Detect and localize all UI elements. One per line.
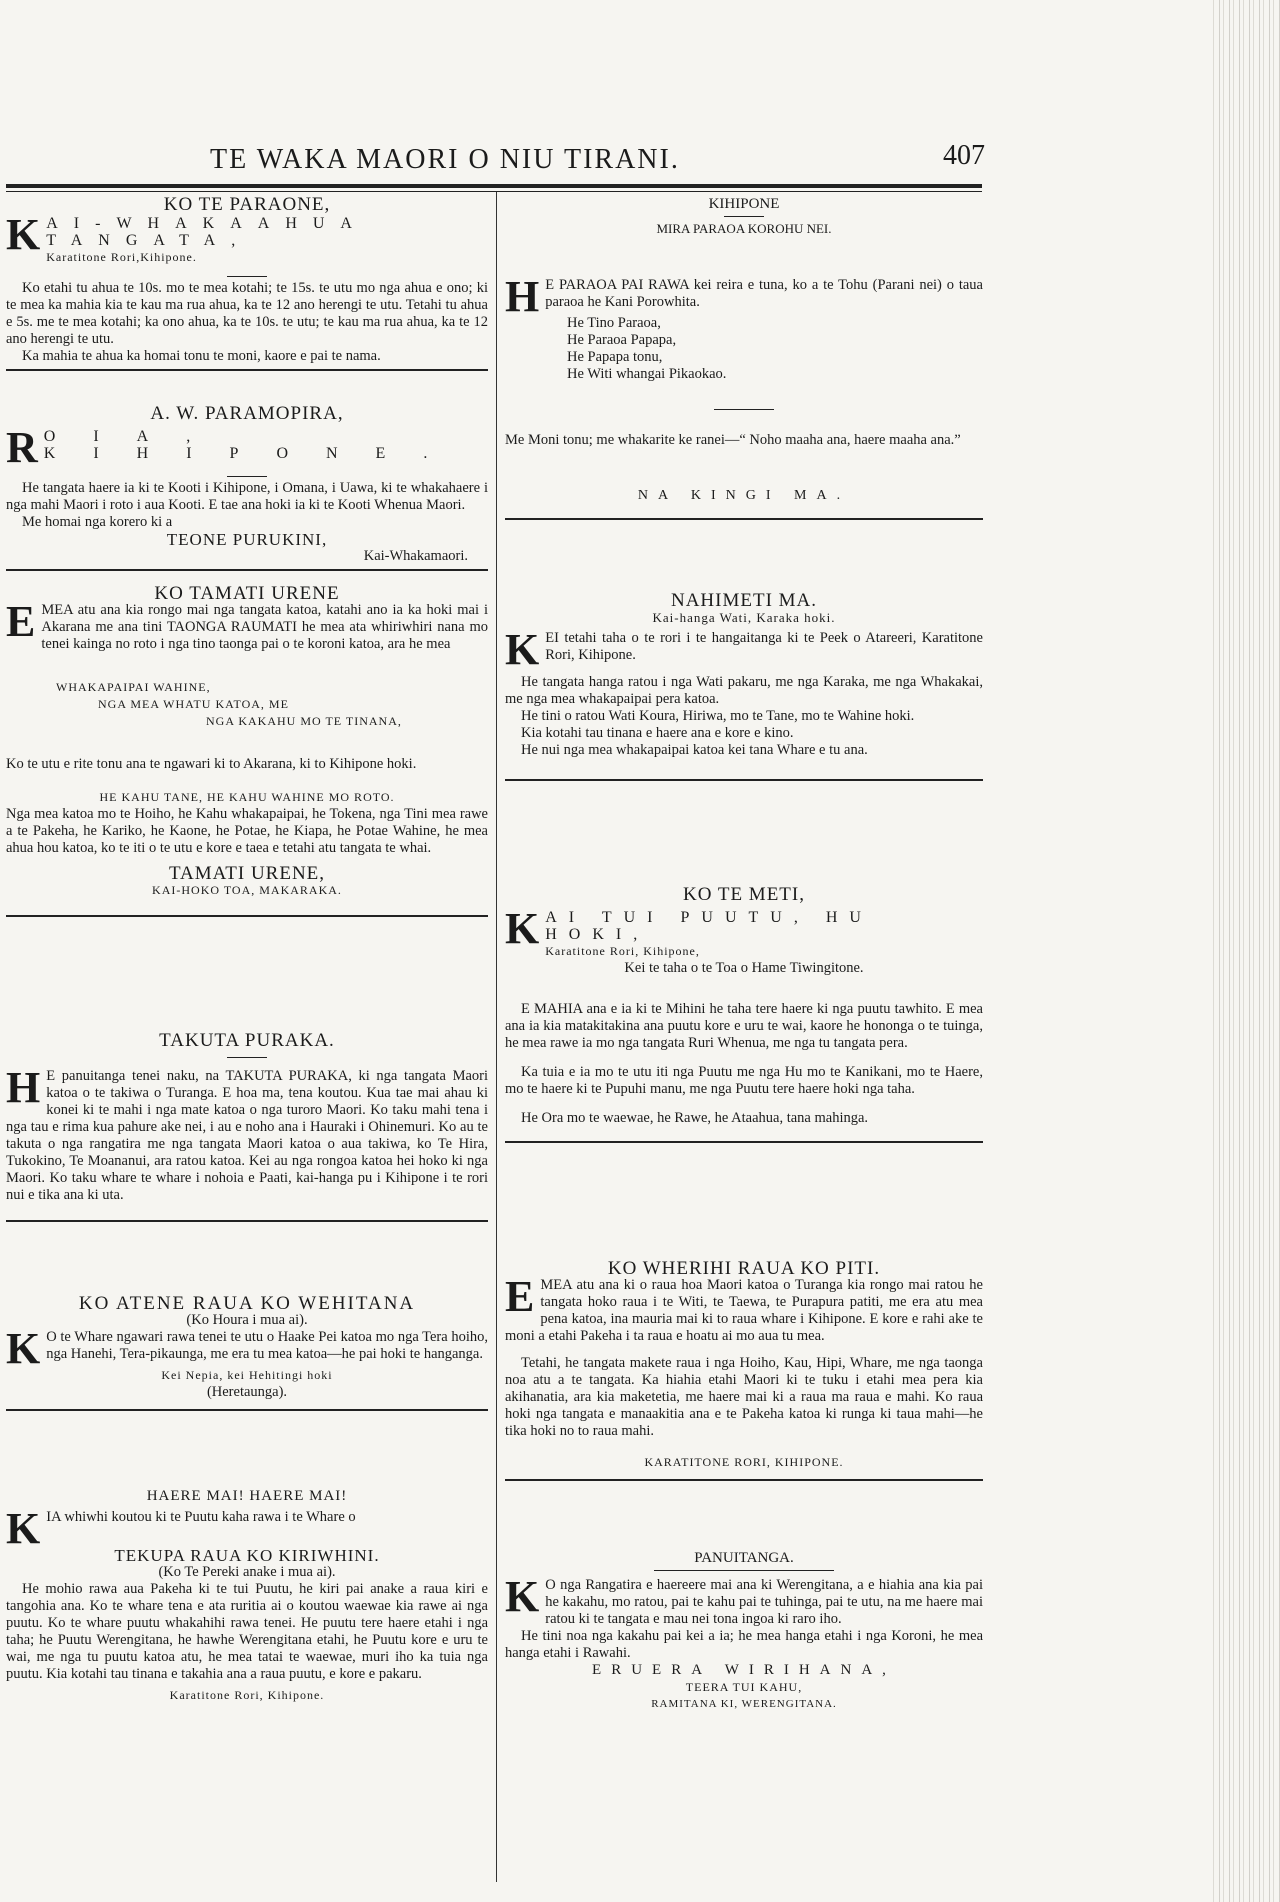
ad-signature: KARATITONE RORI, KIHIPONE. bbox=[644, 1455, 844, 1469]
product-item: He Paraoa Papapa, bbox=[567, 332, 677, 348]
ad-role: KAI-HOKO TOA, MAKARAKA. bbox=[152, 883, 342, 897]
drop-cap: H bbox=[505, 272, 540, 321]
ad-address: Karatitone Rori, Kihipone, bbox=[545, 944, 700, 958]
ad-werihi bbox=[505, 1260, 983, 1485]
ad-name: ERUERA WIRIHANA, bbox=[592, 1662, 896, 1678]
ad-heading: KIHIPONE bbox=[708, 196, 780, 212]
ad-body: Ka mahia te ahua ka homai tonu te moni, kaore e pai te nama. bbox=[22, 348, 381, 364]
ad-location: (Heretaunga). bbox=[206, 1384, 288, 1400]
ad-mira bbox=[505, 196, 983, 524]
ad-body: He mohio rawa aua Pakeha ki te tui Puutu, he kiri pai anake a raua kiri e tangohia ana. Ko te whare tena e ata ruritia ai o koutou waewae kia rawe ai nga puutu. Ko te whare puutu whakahihi rawa tenei. He puutu tere haere etahi i nga taha; he Puutu Werengitana, he hawhe Werengitana etahi, he Puutu kore e uru te wai, me nga tu puutu katoa atu, he mea tatai te waewae, muri iho ka tuia nga puutu. Kia kotahi tau tinana e takahia ana a raua puutu, e kore e pakaru. bbox=[6, 1581, 488, 1682]
ad-name: TEONE PURUKINI, bbox=[166, 530, 328, 549]
ad-heading: PANUITANGA. bbox=[694, 1550, 794, 1566]
ad-heading: KO WHERIHI RAUA KO PITI. bbox=[607, 1258, 881, 1279]
ad-body: Kia kotahi tau tinana e haere ana e kore e kino. bbox=[521, 725, 794, 741]
section-rule bbox=[505, 779, 983, 781]
separator bbox=[227, 1057, 267, 1058]
section-rule bbox=[6, 1220, 488, 1222]
ad-name: TAMATI URENE, bbox=[168, 863, 326, 884]
ad-body: MEA atu ana kia rongo mai nga tangata katoa, katahi ano ia ka hoki mai i Akarana me ana tini TAONGA RAUMATI he mea ata whiriwhiri nana mo tenei kainga no roto i nga tino taonga pai o te koroni katoa, ara he mea bbox=[41, 602, 488, 652]
ad-body: Ko te utu e rite tonu ana te ngawari ki to Akarana, ki to Kihipone hoki. bbox=[6, 756, 417, 772]
ad-location: RAMITANA KI, WERENGITANA. bbox=[651, 1698, 837, 1710]
ad-body: O te Whare ngawari rawa tenei te utu o Haake Pei katoa mo nga Tera hoiho, nga Hanehi, Tera-pikaunga, me era tu mea katoa—he pai hoki te hanganga. bbox=[46, 1329, 488, 1362]
drop-cap: K bbox=[505, 1572, 540, 1621]
product-item: He Tino Paraoa, bbox=[567, 315, 661, 331]
ad-body: Me Moni tonu; me whakarite ke ranei—“ Noho maaha ana, haere maaha ana.” bbox=[505, 432, 961, 448]
ad-nahimeti bbox=[505, 592, 983, 785]
ad-subheading: Kai-hanga Wati, Karaka hoki. bbox=[652, 610, 836, 625]
ad-meti bbox=[505, 886, 983, 1147]
drop-cap: K bbox=[505, 625, 540, 674]
section-rule bbox=[505, 518, 983, 520]
ad-heading: A. W. PARAMOPIRA, bbox=[150, 403, 344, 424]
ad-body: Me homai nga korero ki a bbox=[22, 514, 173, 530]
ad-title: OIA, KIHIPONE. bbox=[43, 428, 466, 462]
ad-role: Kai-Whakamaori. bbox=[363, 548, 468, 564]
separator bbox=[724, 216, 764, 217]
ad-address: Karatitone Rori,Kihipone. bbox=[46, 250, 197, 264]
ad-list-line: NGA MEA WHATU KATOA, ME bbox=[98, 697, 289, 711]
ad-urene bbox=[6, 585, 488, 921]
ad-body: EI tetahi taha o te rori i te hangaitanga ki te Peek o Atareeri, Karatitone Rori, Kihipone. bbox=[545, 630, 983, 663]
ad-name: TEKUPA RAUA KO KIRIWHINI. bbox=[114, 1546, 380, 1565]
drop-cap: E bbox=[6, 597, 36, 646]
ad-body: Ka tuia e ia mo te utu iti nga Puutu me nga Hu mo te Kanikani, mo te Haere, mo te haere ki te Pupuhi manu, me nga Puutu tere haere hoki nga taha. bbox=[505, 1064, 983, 1097]
ad-title: AI TUI PUUTU, HU HOKI, bbox=[545, 909, 873, 943]
ad-body: E panuitanga tenei naku, na TAKUTA PURAKA, ki nga tangata Maori katoa o te takiwa o Turanga. E hoa ma, tena koutou. Kua tae mai ahau ki konei ki te mahi i nga mate katoa o nga turoro Maori. Ko taku mahi tena i nga tau e rima kua pahure ake nei, i au e noho ana i Hauraki i Ohinemuri. Ko au te takuta o nga rangatira me nga tangata Maori katoa o aua takiwa, ko Te Hira, Tukokino, Te Moananui, ara ratou katoa. Kei au nga rongoa katoa hei hoko ki nga Maori. Ko taku whare te whare i nohoia e Paati, kai-hanga pu i Kihipone i te rori nui e tika ana ki uta. bbox=[6, 1068, 488, 1203]
ad-heading: TAKUTA PURAKA. bbox=[159, 1030, 335, 1051]
ad-body: Nga mea katoa mo te Hoiho, he Kahu whakapaipai, he Tokena, nga Tini mea rawe a te Pakeha, he Kariko, he Kaone, he Potae, he Kiapa, he Potae Wahine, he mea ahua hou katoa, ko te iti o te utu e kore e taea e tetahi atu tangata te whai. bbox=[6, 806, 488, 856]
product-item: He Witi whangai Pikaokao. bbox=[567, 366, 727, 382]
section-rule bbox=[505, 1479, 983, 1481]
header-rule bbox=[6, 184, 982, 188]
page-header bbox=[150, 140, 985, 184]
ad-paramopira bbox=[6, 405, 488, 575]
section-rule bbox=[6, 1409, 488, 1411]
ad-body: Ko etahi tu ahua te 10s. mo te mea kotahi; te 15s. te utu mo nga ahua e ono; ki te mea ka mahia kia te kau ma rua ahua, ka te 12 ano herengi te utu. Tetahi tu ahua e 5s. me te mea kotahi; ka ono ahua, ka te 10s. te utu; te kau ma rua ahua, ka te 12 ano herengi te utu. bbox=[6, 280, 488, 347]
page-edge bbox=[1210, 0, 1280, 1902]
drop-cap: K bbox=[6, 1324, 41, 1373]
header-rule-thin bbox=[6, 191, 982, 192]
drop-cap: K bbox=[6, 1504, 41, 1553]
section-rule bbox=[6, 915, 488, 917]
ad-body: E PARAOA PAI RAWA kei reira e tuna, ko a te Tohu (Parani nei) o taua paraoa he Kani Porowhita. bbox=[545, 277, 983, 310]
ad-title: AI-WHAKAAHUA TANGATA, bbox=[46, 215, 368, 249]
drop-cap: R bbox=[6, 423, 38, 472]
drop-cap: K bbox=[6, 210, 41, 259]
product-item: He Papapa tonu, bbox=[567, 349, 663, 365]
section-rule bbox=[505, 1141, 983, 1143]
ad-body: He tangata haere ia ki te Kooti i Kihipone, i Omana, i Uawa, ki te whakahaere i nga mahi Maori i roto i aua Kooti. E tae ana hoki ia ki te Kooti Whenua Maori. bbox=[6, 480, 488, 513]
ad-body: Tetahi, he tangata makete raua i nga Hoiho, Kau, Hipi, Whare, me nga taonga noa atu a te tangata. Ka hiahia etahi Maori ki te tuku i etahi mea pera kia akihanatia, ara kia maketetia, me haere mai ki a raua ma raua e mahi. Ko raua hoki nga tangata e manaakitia ana e te Pakeha katoa ki runga ki taua mahi—he tika hoki no to raua mahi. bbox=[505, 1355, 983, 1439]
ad-body: MEA atu ana ki o raua hoa Maori katoa o Turanga kia rongo mai ratou he tangata hoko raua i te Witi, te Taewa, te Purapura patiti, me era atu mea pena katoa, ina mauria mai ki to raua whare i Kihipone. E kore e rahi ake te moni a etahi Pakeha i ta raua e hoatu ai mo aua tu mea. bbox=[505, 1277, 983, 1344]
ad-heading: KO TE METI, bbox=[683, 884, 805, 905]
ad-body: He Ora mo te waewae, he Rawe, he Ataahua, tana mahinga. bbox=[521, 1110, 869, 1126]
ad-heading: HAERE MAI! HAERE MAI! bbox=[146, 1488, 348, 1504]
ad-list-line: WHAKAPAIPAI WAHINE, bbox=[56, 680, 211, 694]
ad-heading: NAHIMETI MA. bbox=[670, 590, 818, 611]
ad-paraone bbox=[6, 196, 488, 375]
page-number: 407 bbox=[943, 140, 985, 171]
ad-signature: NA KINGI MA. bbox=[637, 488, 851, 503]
ad-heading: KO TE PARAONE, bbox=[163, 194, 331, 215]
ad-body: O nga Rangatira e haereere mai ana ki Werengitana, a e hiahia ana kia pai he kakahu, mo ratou, pai te kahu pai te tuhinga, pai te utu, na me haere mai ratou ki te tangata e mau nei tona ingoa ki raro iho. bbox=[545, 1577, 983, 1627]
ad-heading: KO ATENE RAUA KO WEHITANA bbox=[78, 1293, 416, 1314]
ad-subheading: HE KAHU TANE, HE KAHU WAHINE MO ROTO. bbox=[99, 790, 395, 804]
ad-heading: KO TAMATI URENE bbox=[154, 583, 340, 604]
ad-body: He tini noa nga kakahu pai kei a ia; he mea hanga etahi i nga Koroni, he mea hanga etahi i Rawahi. bbox=[505, 1628, 983, 1661]
ad-subheading: (Ko Te Pereki anake i mua ai). bbox=[158, 1564, 336, 1580]
separator bbox=[227, 276, 267, 277]
ad-panui bbox=[505, 1550, 983, 1713]
section-rule bbox=[6, 569, 488, 571]
ad-signature: Karatitone Rori, Kihipone. bbox=[169, 1688, 325, 1702]
ad-body: He nui nga mea whakapaipai katoa kei tana Whare e tu ana. bbox=[521, 742, 868, 758]
section-rule bbox=[6, 369, 488, 371]
ad-body: IA whiwhi koutou ki te Puutu kaha rawa i te Whare o bbox=[46, 1509, 356, 1525]
ad-atene bbox=[6, 1295, 488, 1415]
ad-body: He tangata hanga ratou i nga Wati pakaru, me nga Karaka, me nga Whakakai, me nga mea whakapaipai pera katoa. bbox=[505, 674, 983, 707]
product-list bbox=[505, 315, 983, 383]
ad-body: E MAHIA ana e ia ki te Mihini he taha tere haere ki nga puutu tawhito. E mea ana ia kia matakitakina ana puutu kore e uru te wai, kaore he hononga o te tuinga, he mea rawe ia mo nga tangata Ruri Whenua, me nga tu tangata pera. bbox=[505, 1001, 983, 1051]
separator bbox=[654, 1570, 834, 1571]
separator bbox=[714, 409, 774, 410]
ad-location: Kei Nepia, kei Hehitingi hoki bbox=[161, 1368, 333, 1382]
ad-puraka bbox=[6, 1032, 488, 1226]
column-divider bbox=[496, 192, 497, 1882]
separator bbox=[227, 476, 267, 477]
ad-list-line: NGA KAKAHU MO TE TINANA, bbox=[206, 714, 402, 728]
drop-cap: E bbox=[505, 1272, 535, 1321]
ad-subheading: MIRA PARAOA KOROHU NEI. bbox=[656, 221, 832, 236]
drop-cap: K bbox=[505, 904, 540, 953]
ad-location: Kei te taha o te Toa o Hame Tiwingitone. bbox=[624, 960, 864, 976]
ad-body: He tini o ratou Wati Koura, Hiriwa, mo te Tane, mo te Wahine hoki. bbox=[521, 708, 915, 724]
ad-role: TEERA TUI KAHU, bbox=[685, 1680, 803, 1694]
ad-tekupa bbox=[6, 1488, 488, 1704]
drop-cap: H bbox=[6, 1063, 41, 1112]
newspaper-title: TE WAKA MAORI O NIU TIRANI. bbox=[210, 144, 680, 175]
ad-subheading: (Ko Houra i mua ai). bbox=[186, 1312, 308, 1328]
